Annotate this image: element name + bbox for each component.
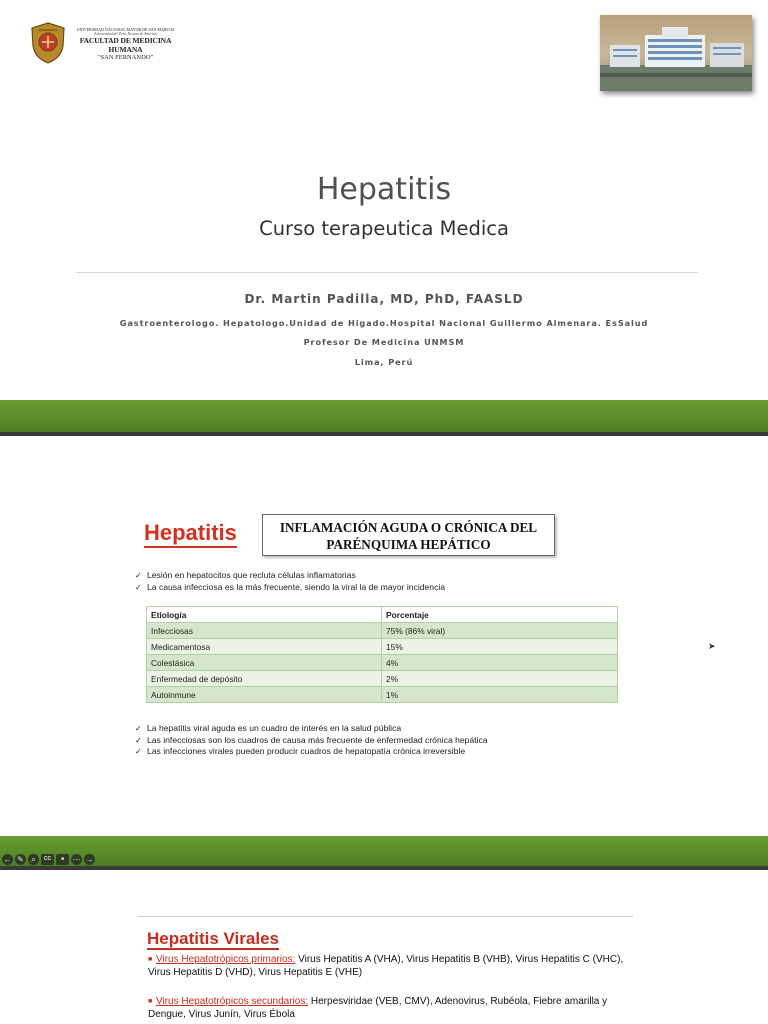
bullet-list-top (135, 570, 445, 593)
slide-divider (138, 916, 633, 917)
list-item: ✓ La hepatitis viral aguda es un cuadro de interés en la salud pública (135, 723, 402, 733)
camera-icon[interactable]: ■ (56, 854, 69, 865)
etiology-table (146, 606, 618, 703)
viral-hepatitis-slide (0, 870, 768, 1024)
slide-title: Hepatitis (144, 521, 237, 548)
author-position: Profesor De Medicina UNMSM (303, 337, 465, 347)
table-cell: 1% (382, 687, 618, 703)
university-name: UNIVERSIDAD NACIONAL MAYOR DE SAN MARCOS (76, 27, 175, 32)
list-item: ✓ Las infecciosas son los cuadros de causa más frecuente de enfermedad crónica hepática (135, 734, 488, 745)
checkmark-icon: ✓ (135, 571, 142, 580)
author-affiliation: Gastroenterologo. Hepatologo.Unidad de Higado.Hospital Nacional Guillermo Almenara. EsSalud (119, 318, 649, 328)
presentation-toolbar (0, 852, 95, 866)
table-cell: Enfermedad de depósito (147, 671, 382, 687)
checkmark-icon: ✓ (135, 582, 142, 592)
table-cell: 15% (382, 639, 618, 655)
slide-title: Hepatitis Virales (147, 929, 279, 948)
list-item (148, 954, 628, 979)
checkmark-icon: ✓ (135, 724, 142, 733)
table-row (147, 623, 618, 639)
mouse-cursor-icon: ➤ (708, 641, 716, 651)
faculty-subname: "SAN FERNANDO" (97, 54, 154, 61)
faculty-name: FACULTAD DE MEDICINA HUMANA (79, 36, 172, 54)
university-logo-text (68, 28, 183, 62)
column-header: Etiología (147, 607, 382, 623)
list-item: ✓ Lesión en hepatocitos que recluta células inflamatorias (135, 570, 356, 580)
definition-line: PARÉNQUIMA HEPÁTICO (326, 537, 491, 552)
university-crest-icon (30, 22, 66, 64)
presentation-subtitle: Curso terapeutica Medica (259, 217, 509, 240)
table-row (147, 687, 618, 703)
bullet-square-icon: ■ (148, 956, 153, 963)
table-row (147, 671, 618, 687)
captions-icon[interactable]: CC (41, 854, 54, 865)
university-subtitle: (Universidad del Perú, Decana de América) (93, 32, 158, 36)
slide-footer-bar (0, 836, 768, 866)
table-row (147, 655, 618, 671)
definition-line: INFLAMACIÓN AGUDA O CRÓNICA DEL (279, 520, 538, 535)
item-text: Herpesviridae (VEB, CMV), Adenovirus, Rubéola, Fiebre amarilla y Dengue, Virus Junín, Virus Ébola (148, 996, 608, 1020)
title-divider (76, 272, 698, 273)
arrow-right-icon[interactable]: → (85, 854, 94, 864)
title-slide (0, 0, 768, 432)
item-label: Virus Hepatotrópicos primarios: (156, 954, 296, 965)
more-icon[interactable]: ⋯ (72, 854, 81, 864)
pen-icon[interactable]: ✎ (15, 854, 26, 865)
table-cell: 2% (382, 671, 618, 687)
list-item (148, 996, 628, 1021)
hospital-photo (600, 15, 752, 91)
definition-box (262, 514, 555, 556)
table-cell: Infecciosas (147, 623, 382, 639)
table-cell: Medicamentosa (147, 639, 382, 655)
table-cell: Autoinmune (147, 687, 382, 703)
bullet-square-icon: ■ (148, 998, 153, 1005)
table-row (147, 639, 618, 655)
list-item: ✓ La causa infecciosa es la más frecuente, siendo la viral la de mayor incidencia (135, 581, 446, 592)
list-item: ✓ Las infecciones virales pueden producir cuadros de hepatopatía crónica irreversible (135, 746, 466, 756)
author-location: Lima, Perú (354, 357, 414, 367)
arrow-left-icon[interactable]: ← (3, 854, 12, 864)
item-text: Virus Hepatitis A (VHA), Virus Hepatitis B (VHB), Virus Hepatitis C (VHC), Virus Hepatitis D (VHD), Virus Hepatitis E (VHE) (148, 954, 624, 978)
table-cell: Colestásica (147, 655, 382, 671)
table-cell: 4% (382, 655, 618, 671)
table-cell: 75% (86% viral) (382, 623, 618, 639)
bullet-list-bottom (135, 723, 488, 758)
table-header-row (147, 607, 618, 623)
definition-slide (0, 436, 768, 866)
zoom-icon[interactable]: ⌕ (28, 854, 39, 865)
author-name: Dr. Martin Padilla, MD, PhD, FAASLD (244, 292, 524, 306)
column-header: Porcentaje (382, 607, 618, 623)
item-label: Virus Hepatotrópicos secundarios: (156, 996, 309, 1007)
checkmark-icon: ✓ (135, 735, 142, 745)
presentation-title: Hepatitis (316, 172, 452, 207)
checkmark-icon: ✓ (135, 747, 142, 756)
slide-footer-bar (0, 400, 768, 432)
